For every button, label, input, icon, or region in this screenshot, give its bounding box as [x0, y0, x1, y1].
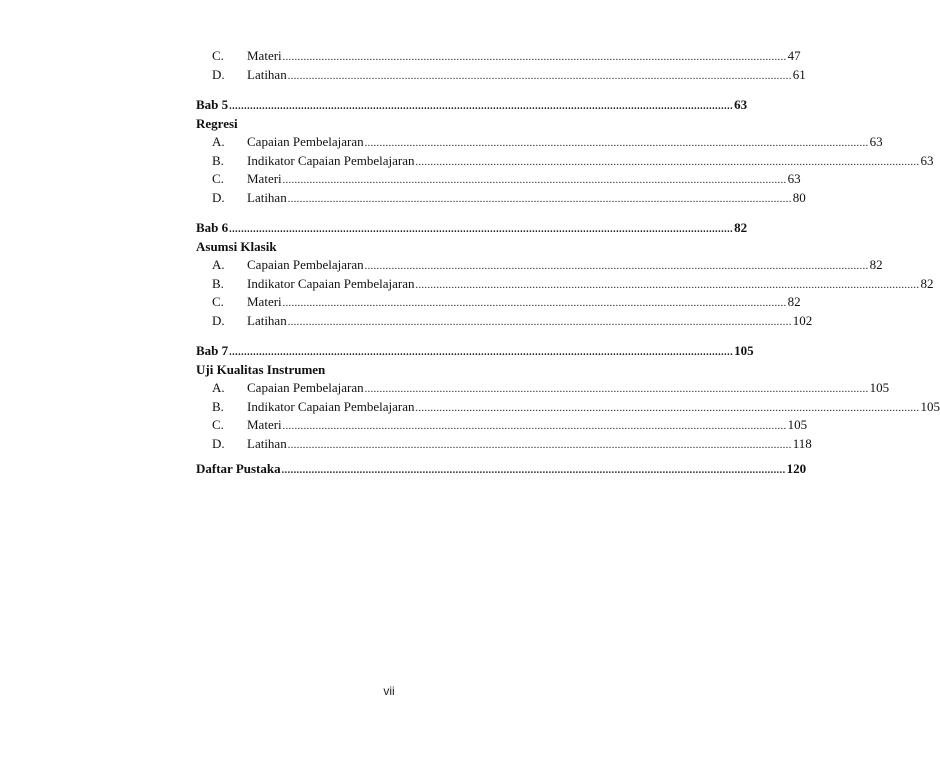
- entry-title: Latihan: [247, 435, 287, 451]
- toc-entry[interactable]: [196, 312, 813, 331]
- toc-entry[interactable]: [196, 189, 806, 208]
- chapter-subtitle: Regresi: [196, 115, 238, 131]
- entry-page: 105: [787, 417, 808, 432]
- entry-title: Materi: [247, 48, 282, 63]
- entry-page: 47: [787, 48, 801, 63]
- table-of-contents: [196, 47, 940, 479]
- entry-page: 82: [869, 257, 883, 272]
- entry-title: Materi: [247, 417, 282, 432]
- toc-entry[interactable]: [196, 293, 801, 312]
- entry-title: Capaian Pembelajaran: [247, 380, 364, 395]
- entry-title: Materi: [247, 294, 282, 309]
- entry-letter: C.: [212, 294, 224, 309]
- entry-title: Latihan: [247, 66, 287, 82]
- entry-letter: B.: [212, 152, 224, 168]
- dot-leader: ........................................................................................................................................................................: [287, 193, 792, 205]
- chapter-heading[interactable]: [196, 96, 748, 115]
- entry-page: 63: [787, 171, 801, 186]
- entry-title: Indikator Capaian Pembelajaran: [247, 275, 415, 291]
- entry-letter: B.: [212, 398, 224, 414]
- dot-leader: ........................................................................................................................................................................: [229, 101, 734, 112]
- entry-page: 63: [869, 134, 883, 149]
- entry-page: 105: [920, 398, 940, 414]
- bibliography-page: 120: [786, 461, 807, 476]
- dot-leader: ........................................................................................................................................................................: [229, 347, 734, 358]
- dot-leader: ........................................................................................................................................................................: [282, 421, 787, 432]
- dot-leader: ........................................................................................................................................................................: [287, 70, 792, 82]
- dot-leader: ........................................................................................................................................................................: [415, 402, 920, 414]
- chapter-title: Bab 6: [196, 220, 229, 235]
- chapter-title: Bab 5: [196, 97, 229, 112]
- entry-letter: D.: [212, 189, 225, 205]
- entry-letter: A.: [212, 134, 225, 149]
- page-number: vii: [383, 684, 395, 698]
- entry-letter: A.: [212, 257, 225, 272]
- toc-entry[interactable]: [196, 66, 806, 85]
- bibliography-entry[interactable]: [196, 460, 807, 479]
- dot-leader: ........................................................................................................................................................................: [364, 384, 869, 395]
- toc-entry[interactable]: [196, 47, 801, 66]
- toc-entry[interactable]: [196, 416, 808, 435]
- entry-page: 63: [920, 152, 934, 168]
- entry-title: Indikator Capaian Pembelajaran: [247, 152, 415, 168]
- dot-leader: ........................................................................................................................................................................: [287, 316, 792, 328]
- entry-title: Indikator Capaian Pembelajaran: [247, 398, 415, 414]
- entry-letter: B.: [212, 275, 224, 291]
- entry-letter: A.: [212, 380, 225, 395]
- entry-page: 118: [792, 435, 812, 451]
- dot-leader: ........................................................................................................................................................................: [282, 175, 787, 186]
- chapter-heading[interactable]: [196, 219, 748, 238]
- toc-entry[interactable]: [196, 170, 801, 189]
- toc-entry[interactable]: [196, 398, 940, 417]
- entry-title: Latihan: [247, 189, 287, 205]
- toc-entry[interactable]: [196, 275, 934, 294]
- entry-page: 61: [792, 66, 806, 82]
- chapter-page: 63: [734, 97, 748, 112]
- dot-leader: ........................................................................................................................................................................: [287, 439, 792, 451]
- entry-letter: C.: [212, 417, 224, 432]
- chapter-heading[interactable]: [196, 342, 754, 361]
- dot-leader: ........................................................................................................................................................................: [415, 156, 920, 168]
- chapter-subtitle: Asumsi Klasik: [196, 238, 277, 254]
- dot-leader: ........................................................................................................................................................................: [282, 298, 787, 309]
- chapter-subtitle: Uji Kualitas Instrumen: [196, 361, 326, 377]
- dot-leader: ........................................................................................................................................................................: [281, 465, 786, 476]
- dot-leader: ........................................................................................................................................................................: [282, 52, 787, 63]
- entry-letter: C.: [212, 48, 224, 63]
- entry-title: Capaian Pembelajaran: [247, 134, 364, 149]
- entry-page: 102: [792, 312, 813, 328]
- dot-leader: ........................................................................................................................................................................: [229, 224, 734, 235]
- dot-leader: ........................................................................................................................................................................: [415, 279, 920, 291]
- toc-entry[interactable]: [196, 379, 890, 398]
- toc-entry[interactable]: [196, 133, 883, 152]
- entry-letter: C.: [212, 171, 224, 186]
- toc-entry[interactable]: [196, 435, 812, 454]
- toc-entry[interactable]: [196, 256, 883, 275]
- entry-page: 82: [787, 294, 801, 309]
- entry-page: 82: [920, 275, 934, 291]
- entry-letter: D.: [212, 66, 225, 82]
- entry-page: 105: [869, 380, 890, 395]
- entry-title: Latihan: [247, 312, 287, 328]
- toc-entry[interactable]: [196, 152, 934, 171]
- entry-title: Materi: [247, 171, 282, 186]
- entry-letter: D.: [212, 312, 225, 328]
- entry-title: Capaian Pembelajaran: [247, 257, 364, 272]
- entry-letter: D.: [212, 435, 225, 451]
- dot-leader: ........................................................................................................................................................................: [364, 138, 869, 149]
- dot-leader: ........................................................................................................................................................................: [364, 261, 869, 272]
- bibliography-title: Daftar Pustaka: [196, 461, 281, 476]
- chapter-page: 105: [734, 343, 754, 358]
- chapter-title: Bab 7: [196, 343, 229, 358]
- entry-page: 80: [792, 189, 806, 205]
- chapter-page: 82: [734, 220, 748, 235]
